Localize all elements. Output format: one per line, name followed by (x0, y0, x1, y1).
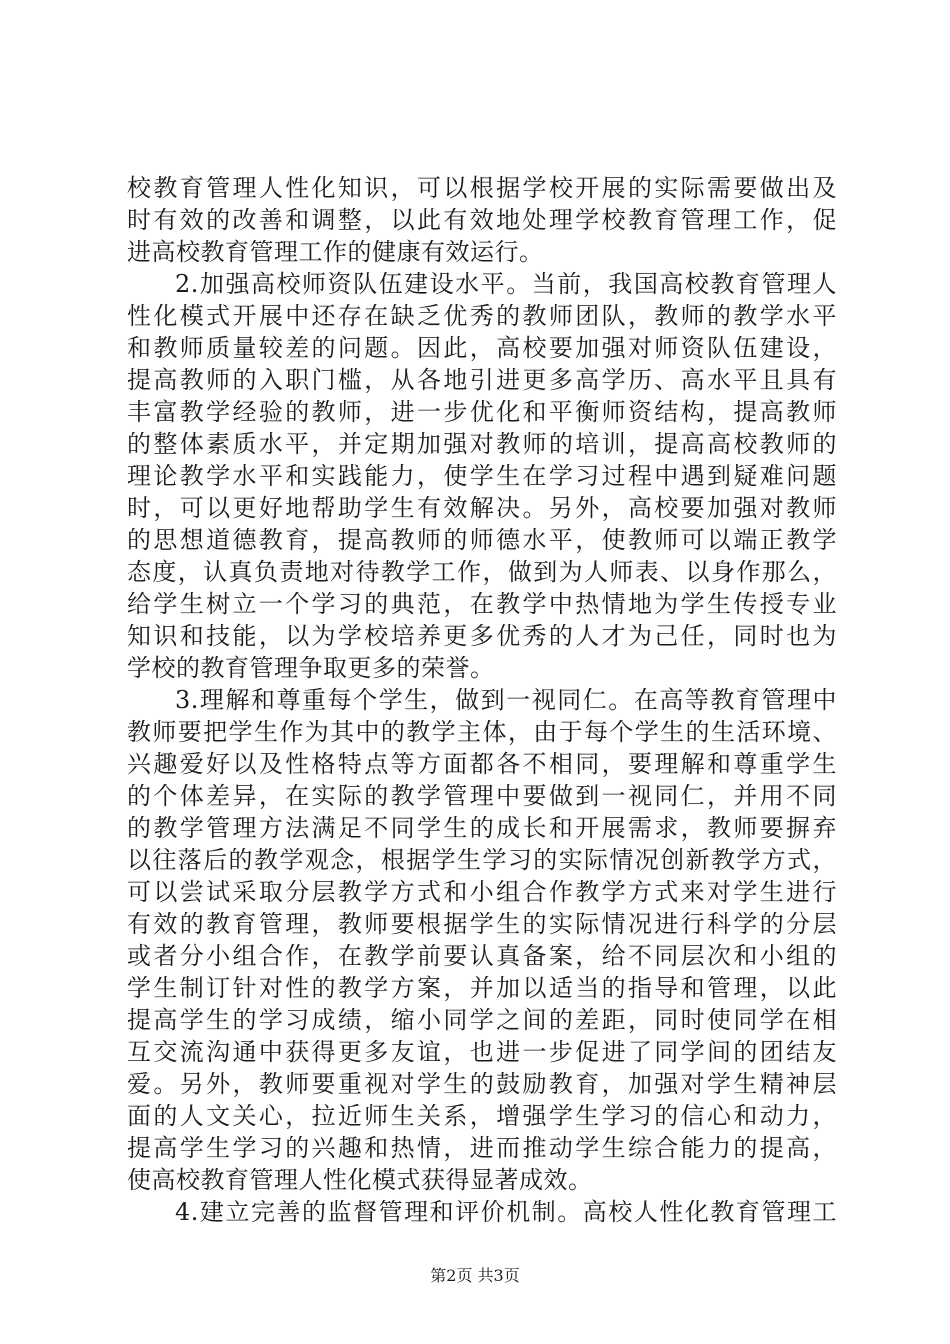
text-line: 学生制订针对性的教学方案，并加以适当的指导和管理，以此 (127, 974, 837, 1002)
text-line: 或者分小组合作，在教学前要认真备案，给不同层次和小组的 (127, 942, 837, 970)
text-line: 提高学生学习的兴趣和热情，进而推动学生综合能力的提高， (127, 1134, 837, 1162)
text-line: 时有效的改善和调整，以此有效地处理学校教育管理工作，促 (127, 206, 837, 234)
paragraph-2-start: 2.加强高校师资队伍建设水平。当前，我国高校教育管理人 (175, 270, 837, 298)
page-footer: 第2页 共3页 (430, 1266, 520, 1285)
text-line: 态度，认真负责地对待教学工作，做到为人师表、以身作那么， (127, 558, 837, 586)
body-text (127, 172, 837, 1228)
text-line: 爱。另外，教师要重视对学生的鼓励教育，加强对学生精神层 (127, 1070, 837, 1098)
text-line: 的整体素质水平，并定期加强对教师的培训，提高高校教师的 (127, 430, 837, 458)
text-line: 时，可以更好地帮助学生有效解决。另外，高校要加强对教师 (127, 494, 837, 522)
text-line: 校教育管理人性化知识，可以根据学校开展的实际需要做出及 (127, 174, 837, 202)
text-line: 有效的教育管理，教师要根据学生的实际情况进行科学的分层 (127, 910, 837, 938)
text-line: 可以尝试采取分层教学方式和小组合作教学方式来对学生进行 (127, 878, 837, 906)
text-line: 互交流沟通中获得更多友谊，也进一步促进了同学间的团结友 (127, 1038, 837, 1066)
text-line: 兴趣爱好以及性格特点等方面都各不相同，要理解和尊重学生 (127, 750, 837, 778)
text-line: 丰富教学经验的教师，进一步优化和平衡师资结构，提高教师 (127, 398, 837, 426)
text-line: 的思想道德教育，提高教师的师德水平，使教师可以端正教学 (127, 526, 837, 554)
text-line: 性化模式开展中还存在缺乏优秀的教师团队，教师的教学水平 (127, 302, 837, 330)
text-line: 给学生树立一个学习的典范，在教学中热情地为学生传授专业 (127, 590, 837, 618)
text-line: 和教师质量较差的问题。因此，高校要加强对师资队伍建设， (127, 334, 837, 362)
text-line: 的教学管理方法满足不同学生的成长和开展需求，教师要摒弃 (127, 814, 837, 842)
text-line: 教师要把学生作为其中的教学主体，由于每个学生的生活环境、 (127, 718, 837, 746)
text-line: 进高校教育管理工作的健康有效运行。 (127, 238, 544, 266)
text-line: 面的人文关心，拉近师生关系，增强学生学习的信心和动力， (127, 1102, 837, 1130)
paragraph-4-start: 4.建立完善的监督管理和评价机制。高校人性化教育管理工 (175, 1198, 837, 1226)
text-line: 学校的教育管理争取更多的荣誉。 (127, 654, 495, 682)
text-line: 使高校教育管理人性化模式获得显著成效。 (127, 1166, 593, 1194)
text-line: 以往落后的教学观念，根据学生学习的实际情况创新教学方式， (127, 846, 837, 874)
text-line: 提高学生的学习成绩，缩小同学之间的差距，同时使同学在相 (127, 1006, 837, 1034)
text-line: 提高教师的入职门槛，从各地引进更多高学历、高水平且具有 (127, 366, 837, 394)
text-line: 理论教学水平和实践能力，使学生在学习过程中遇到疑难问题 (127, 462, 837, 490)
text-line: 的个体差异，在实际的教学管理中要做到一视同仁，并用不同 (127, 782, 837, 810)
text-line: 知识和技能，以为学校培养更多优秀的人才为己任，同时也为 (127, 622, 837, 650)
paragraph-3-start: 3.理解和尊重每个学生，做到一视同仁。在高等教育管理中 (175, 686, 837, 714)
